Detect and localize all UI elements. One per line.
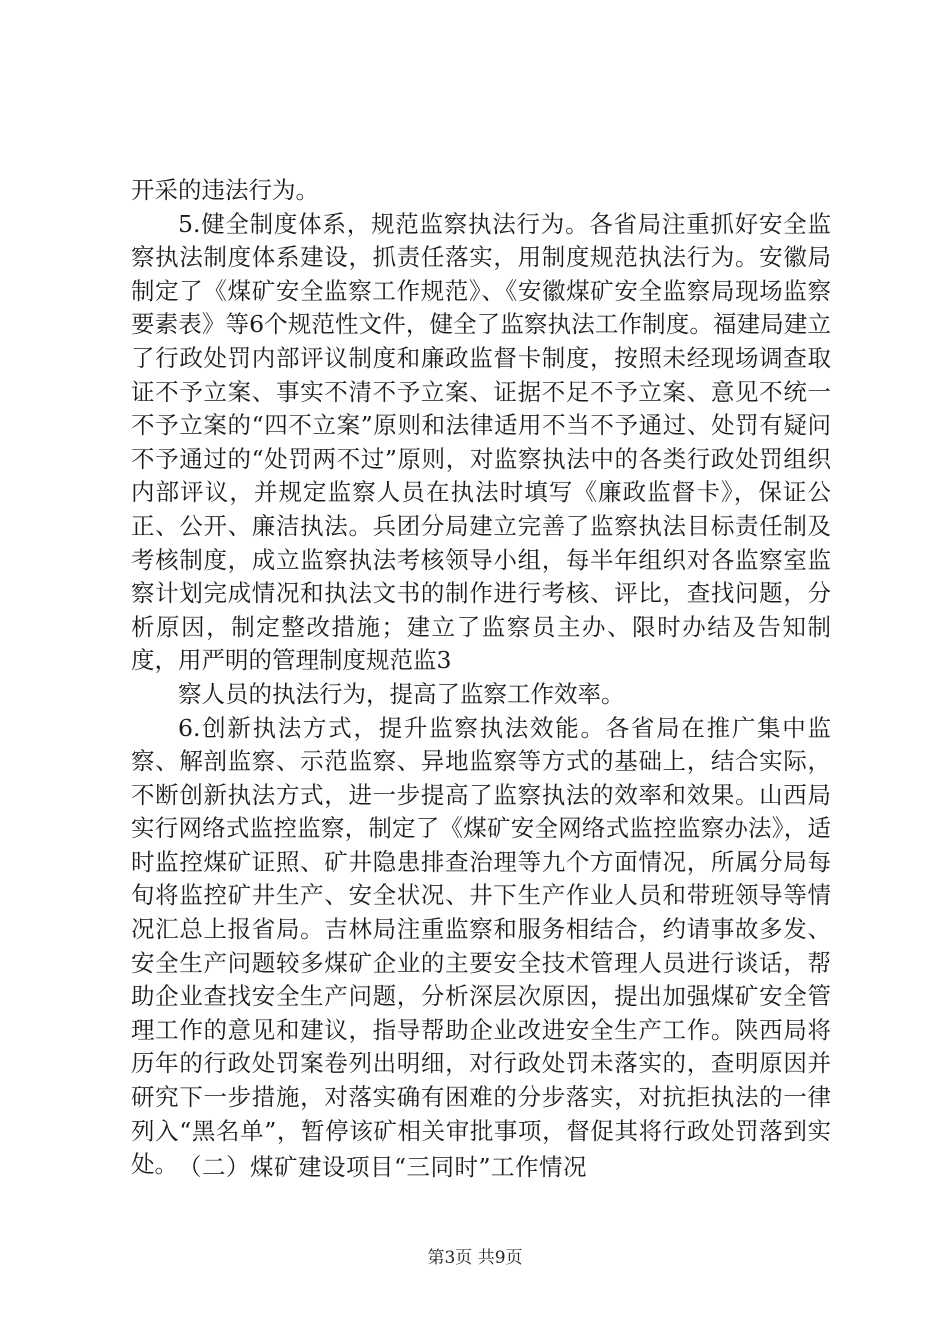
paragraph-item-5-continued: 察人员的执法行为，提高了监察工作效率。 — [178, 679, 625, 708]
section-heading: （二）煤矿建设项目“三同时”工作情况 — [178, 1153, 588, 1181]
body-text — [131, 174, 831, 1182]
paragraph-item-5: 5.健全制度体系，规范监察执法行为。各省局注重抓好安全监察执法制度体系建设，抓责任落实，用制度规范执法行为。安徽局制定了《煤矿安全监察工作规范》、《安徽煤矿安全监察局现场监察要素表》等6个规范性文件，健全了监察执法工作制度。福建局建立了行政处罚内部评议制度和廉政监督卡制度，按照未经现场调查取证不予立案、事实不清不予立案、证据不足不予立案、意见不统一不予立案的“四不立案”原则和法律适用不当不予通过、处罚有疑问不予通过的“处罚两不过”原则，对监察执法中的各类行政处罚组织内部评议，并规定监察人员在执法时填写《廉政监督卡》，保证公正、公开、廉洁执法。兵团分局建立完善了监察执法目标责任制及考核制度，成立监察执法考核领导小组，每半年组织对各监察室监察计划完成情况和执法文书的制作进行考核、评比，查找问题，分析原因，制定整改措施；建立了监察员主办、限时办结及告知制度，用严明的管理制度规范监3 — [131, 209, 831, 675]
paragraph-continuation: 开采的违法行为。 — [131, 176, 319, 204]
page-footer: 第3页 共9页 — [427, 1248, 523, 1268]
paragraph-item-6: 6.创新执法方式，提升监察执法效能。各省局在推广集中监察、解剖监察、示范监察、异地监察等方式的基础上，结合实际，不断创新执法方式，进一步提高了监察执法的效率和效果。山西局实行网络式监控监察，制定了《煤矿安全网络式监控监察办法》，适时监控煤矿证照、矿井隐患排查治理等九个方面情况，所属分局每旬将监控矿井生产、安全状况、井下生产作业人员和带班领导等情况汇总上报省局。吉林局注重监察和服务相结合，约请事故多发、安全生产问题较多煤矿企业的主要安全技术管理人员进行谈话，帮助企业查找安全生产问题，分析深层次原因，提出加强煤矿安全管理工作的意见和建议，指导帮助企业改进安全生产工作。陕西局将历年的行政处罚案卷列出明细，对行政处罚未落实的，查明原因并研究下一步措施，对落实确有困难的分步落实，对抗拒执法的一律列入“黑名单”，暂停该矿相关审批事项，督促其将行政处罚落到实处。 — [131, 713, 831, 1179]
